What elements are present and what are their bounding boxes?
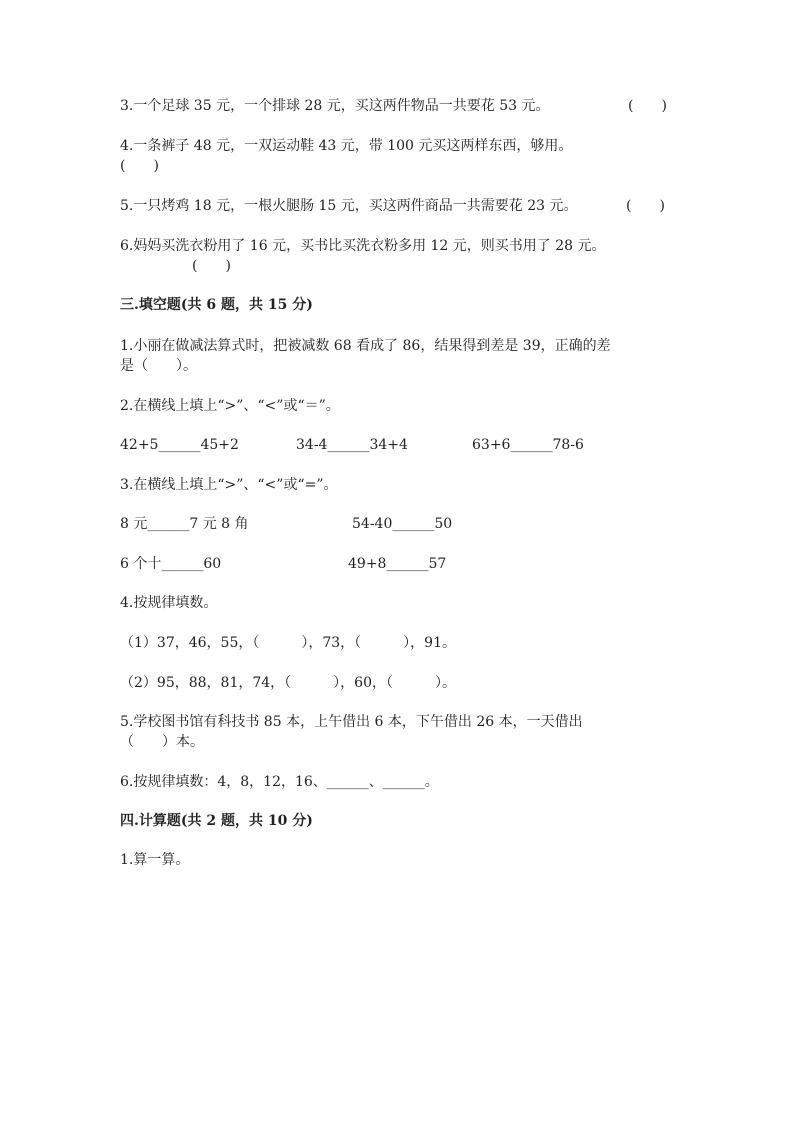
judge-q3-text: 3.一个足球 35 元，一个排球 28 元，买这两件物品一共要花 53 元。 (120, 98, 550, 114)
section-4-heading: 四.计算题(共 2 题，共 10 分) (120, 813, 313, 829)
calc-q1-title: 1.算一算。 (120, 852, 190, 868)
judge-q3-answer-paren[interactable]: ( ) (628, 98, 667, 114)
fill-q1-line2[interactable]: 是（ ）。 (120, 358, 197, 374)
judge-q5-text: 5.一只烤鸡 18 元，一根火腿肠 15 元，买这两件商品一共需要花 23 元。 (120, 198, 578, 214)
fill-q3-item-2[interactable]: 54-40______50 (352, 516, 453, 532)
fill-q3-item-1[interactable]: 8 元______7 元 8 角 (120, 516, 249, 532)
judge-q6-text: 6.妈妈买洗衣粉用了 16 元，买书比买洗衣粉多用 12 元，则买书用了 28 元。 (120, 238, 606, 254)
fill-q5-line1: 5.学校图书馆有科技书 85 本，上午借出 6 本，下午借出 26 本，一天借出 (120, 714, 583, 730)
fill-q2-item-2[interactable]: 34-4______34+4 (296, 437, 408, 453)
fill-q5-line2[interactable]: （ ）本。 (120, 734, 204, 750)
fill-q2-title: 2.在横线上填上“>”、“<”或“＝”。 (120, 398, 340, 414)
fill-q2-item-1[interactable]: 42+5______45+2 (120, 437, 239, 453)
judge-q4-answer-paren[interactable]: ( ) (120, 158, 159, 174)
fill-q3-item-3[interactable]: 6 个十______60 (120, 556, 222, 572)
section-3-heading: 三.填空题(共 6 题，共 15 分) (120, 297, 313, 313)
fill-q4-row2[interactable]: （2）95，88，81，74，（ ），60，（ ）。 (120, 675, 456, 691)
fill-q6-text[interactable]: 6.按规律填数：4，8，12，16、______、______。 (120, 774, 439, 790)
fill-q3-item-4[interactable]: 49+8______57 (348, 556, 447, 572)
judge-q5-answer-paren[interactable]: ( ) (626, 198, 665, 214)
fill-q1-line1: 1.小丽在做减法算式时，把被减数 68 看成了 86，结果得到差是 39，正确的差 (120, 338, 611, 354)
judge-q6-answer-paren[interactable]: ( ) (192, 258, 231, 274)
fill-q4-title: 4.按规律填数。 (120, 595, 218, 611)
fill-q4-row1[interactable]: （1）37，46，55，（ ），73，（ ），91。 (120, 635, 456, 651)
fill-q2-item-3[interactable]: 63+6______78-6 (472, 437, 584, 453)
fill-q3-title: 3.在横线上填上“>”、“<”或“=”。 (120, 477, 338, 493)
judge-q4-text: 4.一条裤子 48 元，一双运动鞋 43 元，带 100 元买这两样东西，够用。 (120, 138, 573, 154)
